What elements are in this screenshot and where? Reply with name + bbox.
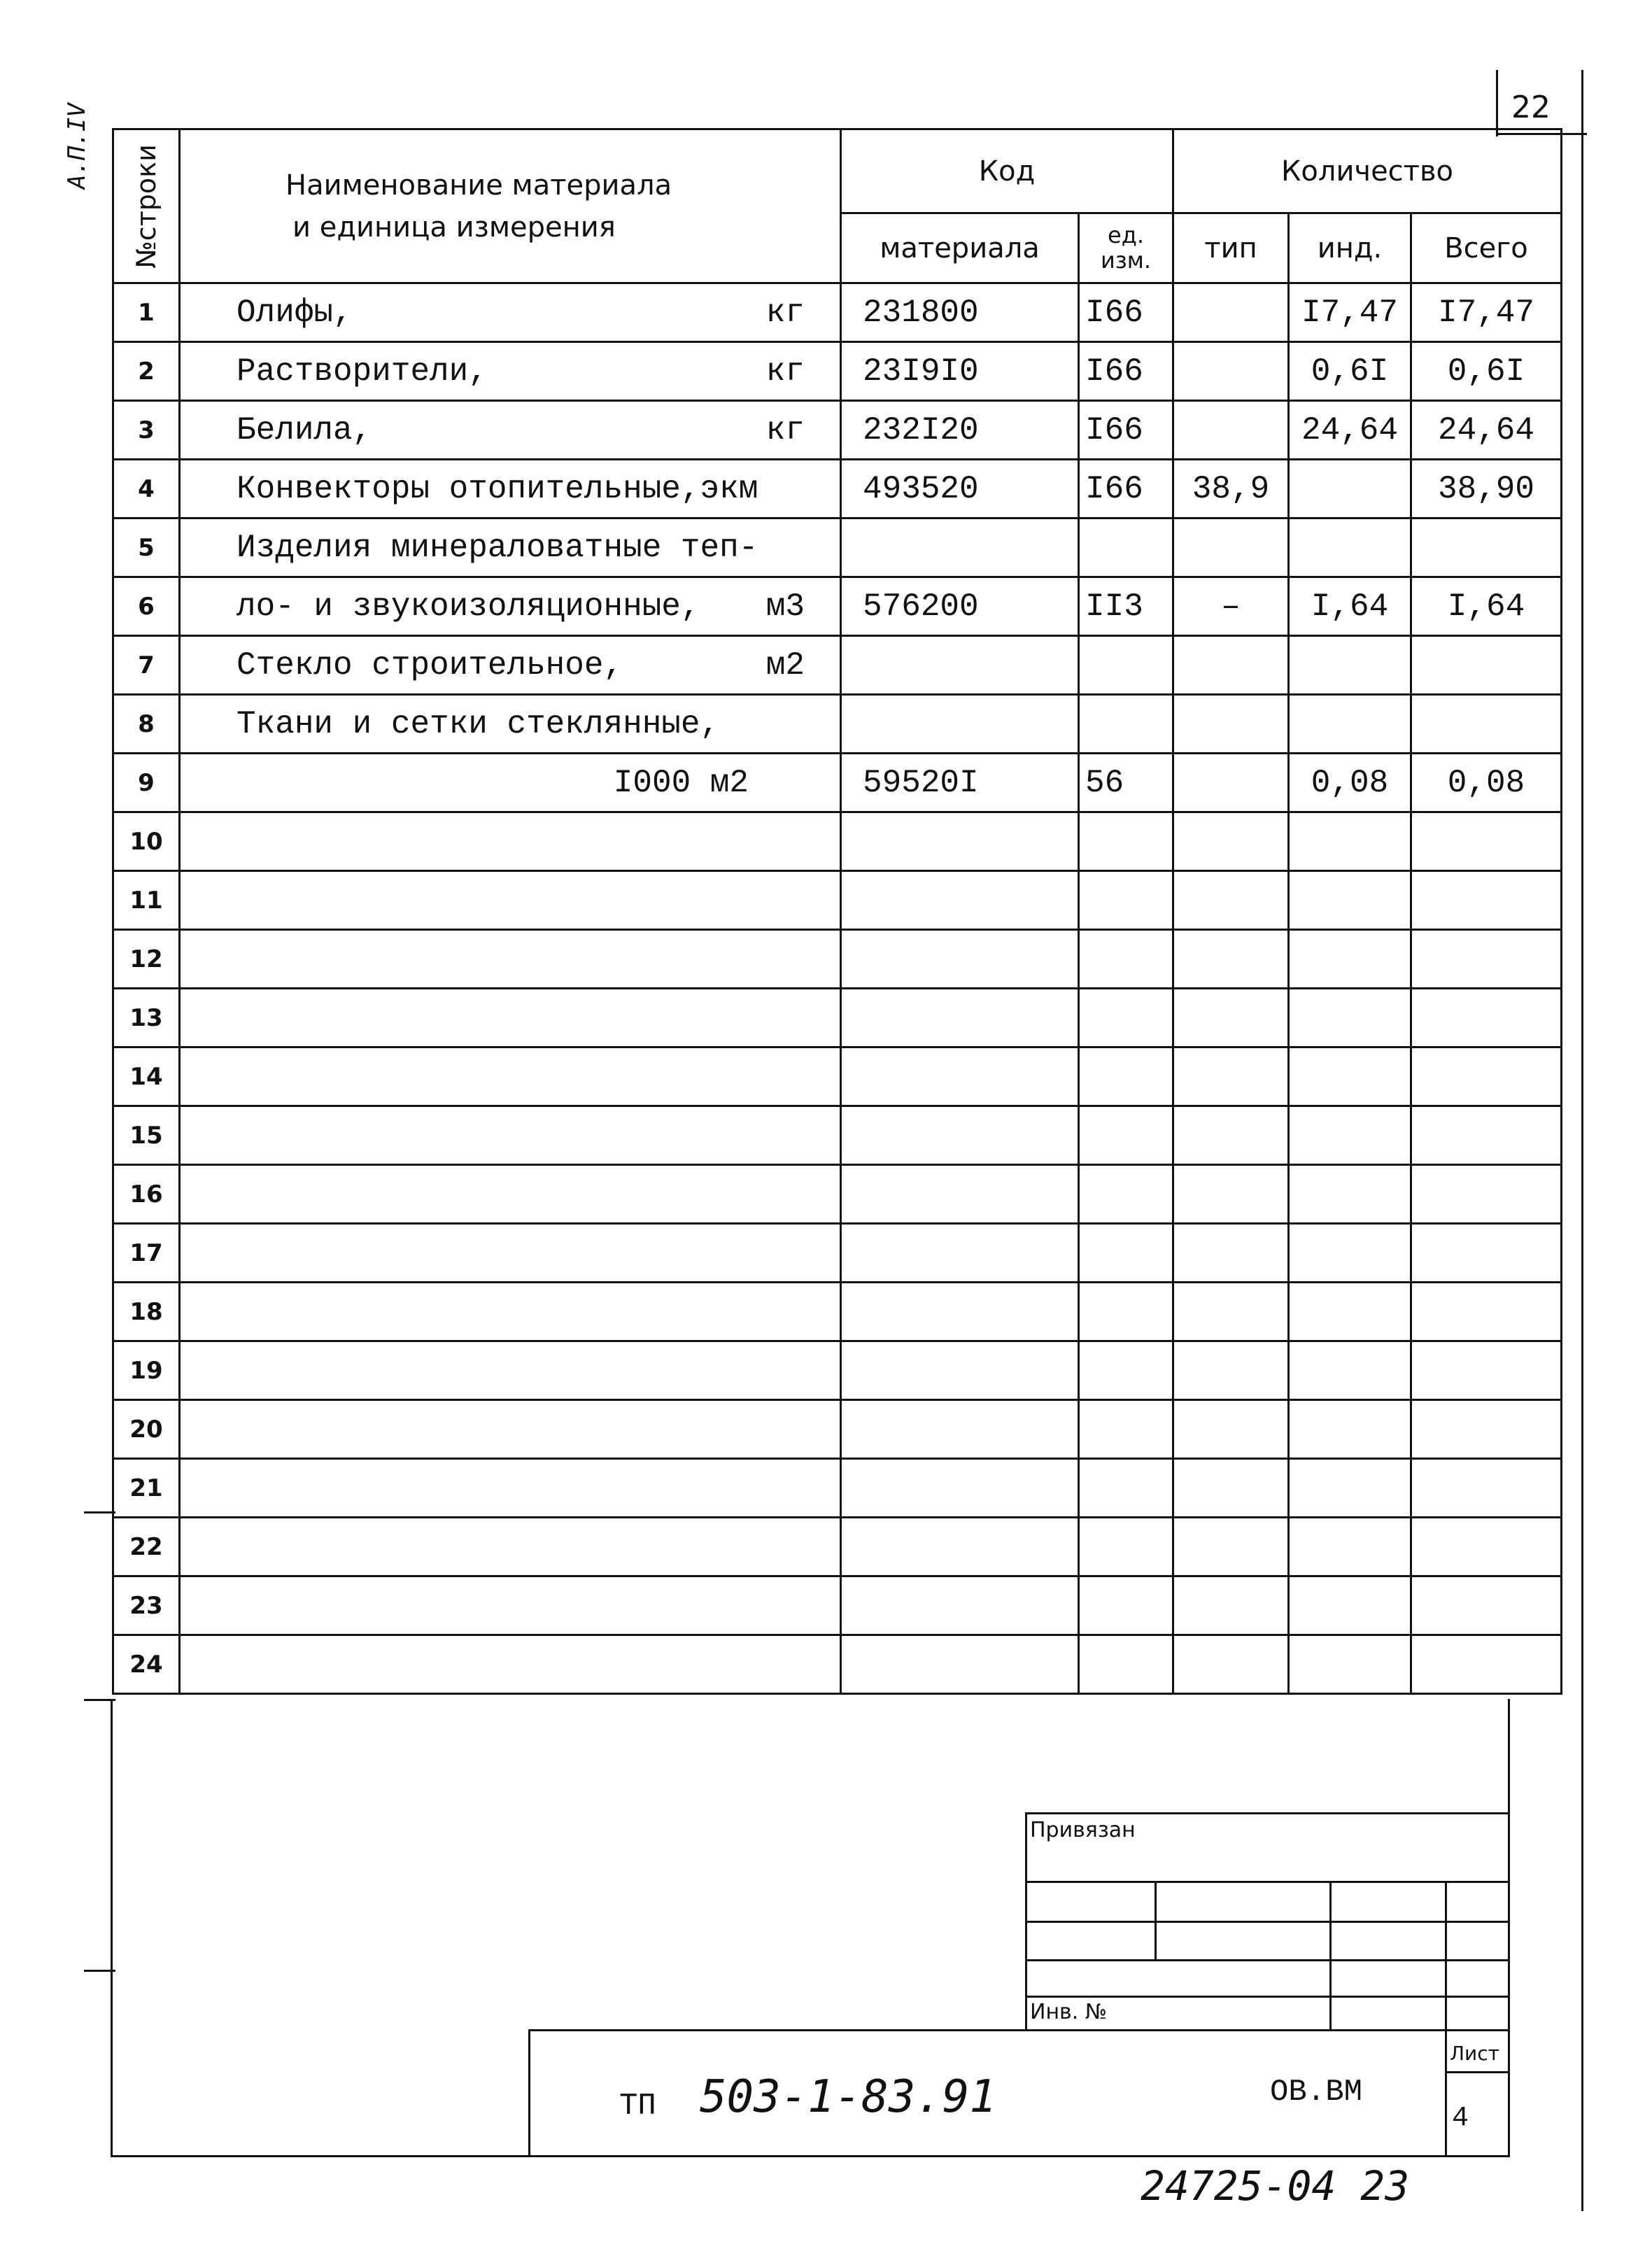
qty-type	[1173, 518, 1289, 577]
row-number: 20	[113, 1400, 180, 1459]
qty-type	[1173, 871, 1289, 930]
unit-code	[1079, 1224, 1173, 1283]
row-number: 9	[113, 754, 180, 812]
unit-code: I66	[1079, 460, 1173, 518]
stamp-row-line-4	[1025, 1996, 1510, 1998]
material-name-cell	[180, 577, 841, 636]
code-group-header: Код	[841, 129, 1173, 213]
bottom-frame-line	[111, 2155, 1510, 2157]
material-code	[841, 1635, 1079, 1694]
quantity-group-header: Количество	[1173, 129, 1562, 213]
row-number: 7	[113, 636, 180, 695]
unit-code	[1079, 812, 1173, 871]
archive-number: 24725-04 23	[1141, 2162, 1410, 2210]
unit-code	[1079, 1283, 1173, 1341]
qty-total	[1411, 636, 1562, 695]
material-name-cell	[180, 1283, 841, 1341]
material-code	[841, 1106, 1079, 1165]
material-code	[841, 871, 1079, 930]
qty-ind: I7,47	[1289, 283, 1411, 342]
qty-ind	[1289, 1635, 1411, 1694]
left-tick-mid	[84, 1699, 115, 1701]
left-tick-top	[84, 1511, 115, 1513]
unit-code: II3	[1079, 577, 1173, 636]
qty-total	[1411, 1283, 1562, 1341]
unit-code	[1079, 989, 1173, 1047]
stamp-row-line-2	[1025, 1921, 1510, 1923]
row-number: 1	[113, 283, 180, 342]
table-row	[113, 283, 1562, 342]
row-number: 5	[113, 518, 180, 577]
qty-type	[1173, 636, 1289, 695]
qty-type	[1173, 401, 1289, 460]
row-number: 18	[113, 1283, 180, 1341]
table-row	[113, 871, 1562, 930]
table-row	[113, 754, 1562, 812]
row-number: 15	[113, 1106, 180, 1165]
qty-total: I,64	[1411, 577, 1562, 636]
materials-table	[112, 128, 1560, 1699]
table-row	[113, 1576, 1562, 1635]
table-row	[113, 1635, 1562, 1694]
material-code	[841, 1341, 1079, 1400]
qty-total	[1411, 1047, 1562, 1106]
qty-type	[1173, 989, 1289, 1047]
row-number-header: №строки	[113, 129, 180, 283]
material-code	[841, 695, 1079, 754]
stamp-top-line	[1025, 1812, 1510, 1814]
stamp-row-line-1	[1025, 1881, 1510, 1883]
sheet-number: 4	[1452, 2103, 1469, 2134]
stamp-col-line-3	[1445, 1881, 1447, 2157]
table-row	[113, 401, 1562, 460]
table-row	[113, 812, 1562, 871]
material-name-cell	[180, 1576, 841, 1635]
unit-code	[1079, 1459, 1173, 1518]
qty-total	[1411, 1224, 1562, 1283]
material-code	[841, 1165, 1079, 1224]
project-number: 503-1-83.91	[700, 2071, 996, 2123]
material-unit-label: кг	[765, 294, 805, 331]
qty-ind	[1289, 518, 1411, 577]
qty-ind	[1289, 1518, 1411, 1576]
qty-type-header: тип	[1173, 213, 1289, 283]
material-name-cell	[180, 1400, 841, 1459]
qty-ind	[1289, 1047, 1411, 1106]
material-name-cell	[180, 1341, 841, 1400]
title-strip-top	[528, 2029, 1510, 2031]
material-code	[841, 1459, 1079, 1518]
row-number: 14	[113, 1047, 180, 1106]
qty-total: 0,6I	[1411, 342, 1562, 401]
material-unit-label: кг	[765, 353, 805, 390]
qty-ind	[1289, 1400, 1411, 1459]
material-name-cell	[180, 342, 841, 401]
qty-total	[1411, 871, 1562, 930]
stamp-col-line-1	[1155, 1881, 1157, 1961]
qty-type	[1173, 930, 1289, 989]
qty-type	[1173, 1518, 1289, 1576]
material-name-cell	[180, 1165, 841, 1224]
qty-type	[1173, 1224, 1289, 1283]
material-name-cell	[180, 518, 841, 577]
unit-code	[1079, 1576, 1173, 1635]
row-number: 13	[113, 989, 180, 1047]
qty-total	[1411, 695, 1562, 754]
row-number: 10	[113, 812, 180, 871]
qty-ind	[1289, 1341, 1411, 1400]
unit-code	[1079, 1165, 1173, 1224]
qty-type	[1173, 812, 1289, 871]
side-note: А.П.IV	[63, 103, 91, 189]
row-number: 23	[113, 1576, 180, 1635]
qty-ind	[1289, 636, 1411, 695]
material-name: Олифы,	[236, 294, 353, 331]
table-row	[113, 577, 1562, 636]
material-unit-label: м3	[765, 588, 805, 625]
qty-total: I7,47	[1411, 283, 1562, 342]
qty-ind	[1289, 1283, 1411, 1341]
qty-ind	[1289, 1224, 1411, 1283]
qty-total	[1411, 1400, 1562, 1459]
table-row	[113, 989, 1562, 1047]
qty-type	[1173, 1106, 1289, 1165]
qty-type	[1173, 1635, 1289, 1694]
code-material-header: материала	[841, 213, 1079, 283]
material-code: 232I20	[841, 401, 1079, 460]
qty-ind	[1289, 871, 1411, 930]
table-row	[113, 930, 1562, 989]
unit-code: I66	[1079, 283, 1173, 342]
qty-total	[1411, 1165, 1562, 1224]
material-name-cell	[180, 1224, 841, 1283]
row-number: 17	[113, 1224, 180, 1283]
material-name: Изделия минераловатные теп-	[236, 529, 758, 566]
row-number: 4	[113, 460, 180, 518]
unit-code	[1079, 1518, 1173, 1576]
material-code: 23I9I0	[841, 342, 1079, 401]
unit-code	[1079, 1635, 1173, 1694]
qty-ind	[1289, 812, 1411, 871]
material-name-cell	[180, 1106, 841, 1165]
row-number: 12	[113, 930, 180, 989]
qty-ind	[1289, 1165, 1411, 1224]
qty-type: –	[1173, 577, 1289, 636]
row-number: 21	[113, 1459, 180, 1518]
material-code	[841, 518, 1079, 577]
table-row	[113, 1459, 1562, 1518]
table-row	[113, 1165, 1562, 1224]
qty-type	[1173, 754, 1289, 812]
qty-type	[1173, 1400, 1289, 1459]
material-name: Ткани и сетки стеклянные,	[236, 705, 720, 742]
row-number: 6	[113, 577, 180, 636]
row-number: 16	[113, 1165, 180, 1224]
qty-total	[1411, 930, 1562, 989]
qty-type	[1173, 695, 1289, 754]
material-unit-label: I000 м2	[613, 764, 749, 801]
unit-code	[1079, 518, 1173, 577]
inv-no-label: Инв. №	[1030, 2000, 1108, 2024]
material-code: 231800	[841, 283, 1079, 342]
row-number: 22	[113, 1518, 180, 1576]
name-column-header: Наименование материала и единица измерения	[180, 129, 841, 283]
material-name-cell	[180, 283, 841, 342]
unit-code	[1079, 1400, 1173, 1459]
qty-total: 24,64	[1411, 401, 1562, 460]
material-name: Стекло строительное,	[236, 647, 623, 684]
qty-type	[1173, 1047, 1289, 1106]
qty-ind: 0,6I	[1289, 342, 1411, 401]
material-code	[841, 1047, 1079, 1106]
qty-type	[1173, 283, 1289, 342]
material-name-cell	[180, 871, 841, 930]
left-frame-line	[111, 1699, 113, 2157]
table-row	[113, 636, 1562, 695]
material-unit-label: кг	[765, 411, 805, 449]
unit-code	[1079, 1341, 1173, 1400]
unit-code	[1079, 636, 1173, 695]
qty-ind: I,64	[1289, 577, 1411, 636]
qty-ind: 24,64	[1289, 401, 1411, 460]
qty-type	[1173, 1165, 1289, 1224]
table-row	[113, 1283, 1562, 1341]
row-number: 11	[113, 871, 180, 930]
material-code	[841, 1518, 1079, 1576]
material-name-cell	[180, 1459, 841, 1518]
qty-ind: 0,08	[1289, 754, 1411, 812]
qty-type	[1173, 1283, 1289, 1341]
sheet-box-line	[1445, 2071, 1510, 2073]
material-code: 576200	[841, 577, 1079, 636]
qty-total	[1411, 1518, 1562, 1576]
unit-code: I66	[1079, 401, 1173, 460]
qty-type	[1173, 342, 1289, 401]
material-name-cell	[180, 1047, 841, 1106]
material-unit-label: м2	[765, 647, 805, 684]
material-name: Растворители,	[236, 353, 488, 390]
row-number: 3	[113, 401, 180, 460]
unit-code: 56	[1079, 754, 1173, 812]
qty-ind	[1289, 930, 1411, 989]
qty-ind	[1289, 989, 1411, 1047]
material-code	[841, 812, 1079, 871]
material-code	[841, 1576, 1079, 1635]
stamp-row-line-3	[1025, 1959, 1510, 1961]
qty-ind	[1289, 460, 1411, 518]
qty-total	[1411, 1576, 1562, 1635]
unit-code	[1079, 930, 1173, 989]
table-row	[113, 1518, 1562, 1576]
title-strip-left	[528, 2029, 530, 2157]
right-frame-line	[1508, 1699, 1510, 2157]
material-name-cell	[180, 1635, 841, 1694]
project-prefix: ТП	[619, 2089, 656, 2124]
page-number-divider	[1496, 70, 1498, 136]
table-row	[113, 518, 1562, 577]
table-row	[113, 1341, 1562, 1400]
unit-code: I66	[1079, 342, 1173, 401]
table-row	[113, 1106, 1562, 1165]
qty-total	[1411, 518, 1562, 577]
material-name-cell	[180, 401, 841, 460]
unit-code	[1079, 1106, 1173, 1165]
unit-code	[1079, 871, 1173, 930]
material-code: 493520	[841, 460, 1079, 518]
qty-total	[1411, 1459, 1562, 1518]
qty-total-header: Всего	[1411, 213, 1562, 283]
table-row	[113, 1224, 1562, 1283]
material-name: Конвекторы отопительные,экм	[236, 470, 758, 507]
unit-code	[1079, 695, 1173, 754]
material-name-cell	[180, 930, 841, 989]
qty-type	[1173, 1576, 1289, 1635]
table-row	[113, 695, 1562, 754]
material-code	[841, 1400, 1079, 1459]
material-code	[841, 989, 1079, 1047]
material-name-cell	[180, 812, 841, 871]
qty-total: 38,90	[1411, 460, 1562, 518]
qty-ind	[1289, 695, 1411, 754]
qty-ind-header: инд.	[1289, 213, 1411, 283]
table-row	[113, 1400, 1562, 1459]
material-name-cell	[180, 989, 841, 1047]
qty-total: 0,08	[1411, 754, 1562, 812]
code-unit-header: ед. изм.	[1079, 213, 1173, 283]
table-row	[113, 1047, 1562, 1106]
material-code	[841, 1283, 1079, 1341]
qty-total	[1411, 989, 1562, 1047]
material-name-cell	[180, 754, 841, 812]
material-name-cell	[180, 460, 841, 518]
row-number: 2	[113, 342, 180, 401]
material-name-cell	[180, 695, 841, 754]
attached-label: Привязан	[1030, 1818, 1136, 1842]
right-border-line	[1581, 70, 1583, 2211]
left-tick-bottom	[84, 1970, 115, 1972]
row-number: 8	[113, 695, 180, 754]
material-code	[841, 636, 1079, 695]
material-name-cell	[180, 636, 841, 695]
unit-code	[1079, 1047, 1173, 1106]
material-code	[841, 1224, 1079, 1283]
qty-type	[1173, 1459, 1289, 1518]
qty-ind	[1289, 1576, 1411, 1635]
material-code	[841, 930, 1079, 989]
material-code: 59520I	[841, 754, 1079, 812]
stamp-col-line-2	[1329, 1881, 1332, 2029]
qty-ind	[1289, 1106, 1411, 1165]
material-name: Белила,	[236, 411, 372, 449]
row-number: 19	[113, 1341, 180, 1400]
sheet-label: Лист	[1450, 2042, 1499, 2065]
row-number: 24	[113, 1635, 180, 1694]
qty-total	[1411, 1106, 1562, 1165]
material-name: ло- и звукоизоляционные,	[236, 588, 700, 625]
qty-total	[1411, 812, 1562, 871]
qty-total	[1411, 1341, 1562, 1400]
document-code: ОВ.ВМ	[1270, 2075, 1363, 2110]
table-row	[113, 460, 1562, 518]
qty-type	[1173, 1341, 1289, 1400]
qty-ind	[1289, 1459, 1411, 1518]
table-row	[113, 342, 1562, 401]
page-number: 22	[1511, 90, 1551, 125]
material-name-cell	[180, 1518, 841, 1576]
qty-type: 38,9	[1173, 460, 1289, 518]
qty-total	[1411, 1635, 1562, 1694]
